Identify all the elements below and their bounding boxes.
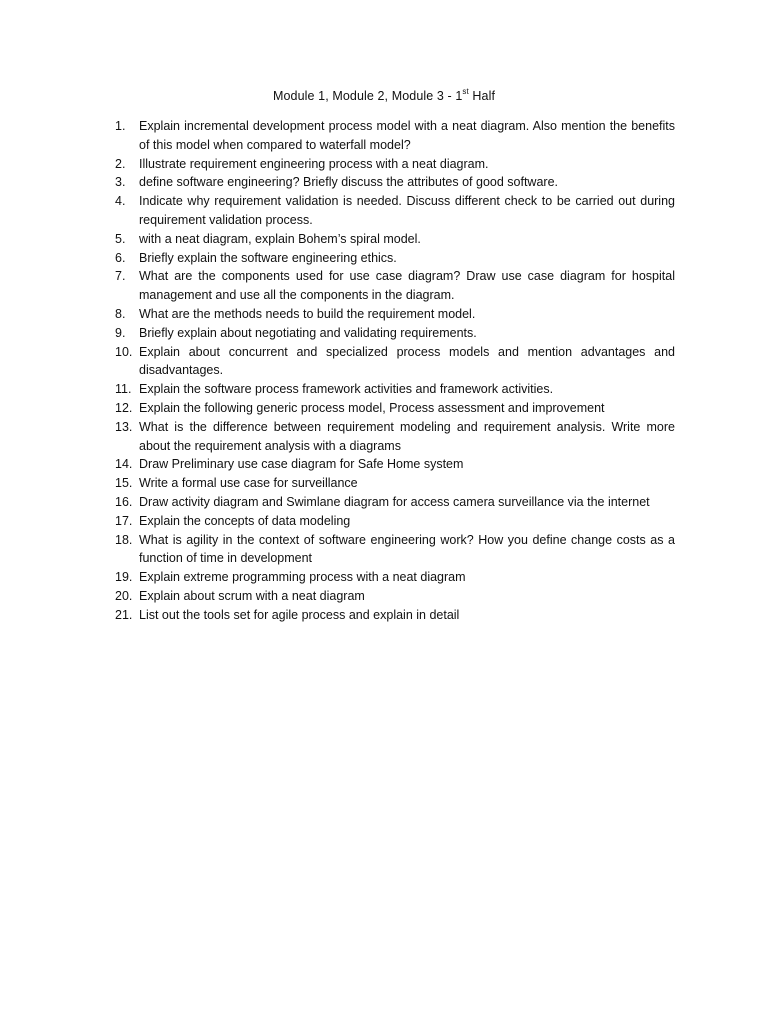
page-title-tail: Half xyxy=(468,89,496,103)
question-text: What is agility in the context of software engineering work? How you define change costs as a function of time in development xyxy=(139,532,675,566)
question-item xyxy=(115,267,675,305)
question-text: Explain about scrum with a neat diagram xyxy=(139,588,365,603)
question-number: 12. xyxy=(115,400,133,415)
question-number: 6. xyxy=(115,250,126,265)
question-number: 16. xyxy=(115,494,133,509)
question-item xyxy=(115,117,675,155)
question-text: What are the methods needs to build the requirement model. xyxy=(139,306,476,321)
question-number: 4. xyxy=(115,194,126,209)
question-number: 13. xyxy=(115,419,133,434)
question-item xyxy=(115,512,675,531)
question-item xyxy=(115,493,675,512)
question-item xyxy=(115,192,675,230)
question-number: 10. xyxy=(115,344,133,359)
question-number: 3. xyxy=(115,175,126,190)
question-number: 15. xyxy=(115,476,133,491)
question-number: 8. xyxy=(115,306,126,321)
question-text: Explain the software process framework activities and framework activities. xyxy=(139,382,554,397)
question-item xyxy=(115,173,675,192)
question-text: Explain incremental development process model with a neat diagram. Also mention the benefits of this model when compared to waterfall model? xyxy=(139,119,675,152)
question-item xyxy=(115,305,675,324)
question-text: Indicate why requirement validation is needed. Discuss different check to be carried out during requirement validation process. xyxy=(139,194,675,227)
question-item xyxy=(115,455,675,474)
question-item xyxy=(115,531,675,569)
question-item xyxy=(115,474,675,493)
page-title-main: Module 1, Module 2, Module 3 - 1 xyxy=(272,89,463,103)
question-text: List out the tools set for agile process and explain in detail xyxy=(139,607,460,622)
question-item xyxy=(115,568,675,587)
question-number: 2. xyxy=(115,156,126,171)
question-item xyxy=(115,249,675,268)
question-number: 5. xyxy=(115,231,126,246)
question-text: Explain about concurrent and specialized process models and mention advantages and disadvantages. xyxy=(139,344,675,378)
question-item xyxy=(115,343,675,381)
question-number: 17. xyxy=(115,513,133,528)
page-title-superscript: st xyxy=(462,86,469,96)
question-item xyxy=(115,380,675,399)
question-text: Explain extreme programming process with a neat diagram xyxy=(139,570,466,585)
question-item xyxy=(115,155,675,174)
question-text: Draw activity diagram and Swimlane diagram for access camera surveillance via the internet xyxy=(139,494,650,509)
question-text: with a neat diagram, explain Bohem’s spiral model. xyxy=(139,231,421,246)
question-item xyxy=(115,418,675,456)
question-list xyxy=(115,117,675,625)
question-text: Briefly explain about negotiating and validating requirements. xyxy=(139,325,477,340)
question-text: define software engineering? Briefly discuss the attributes of good software. xyxy=(139,175,558,190)
question-number: 19. xyxy=(115,570,133,585)
question-text: What are the components used for use case diagram? Draw use case diagram for hospital management and use all the components in the diagram. xyxy=(139,269,675,303)
question-number: 1. xyxy=(115,119,126,133)
question-item xyxy=(115,399,675,418)
question-item xyxy=(115,606,675,625)
question-item xyxy=(115,324,675,343)
question-text: Write a formal use case for surveillance xyxy=(139,476,358,491)
question-number: 9. xyxy=(115,325,126,340)
question-text: Briefly explain the software engineering ethics. xyxy=(139,250,397,265)
question-text: Explain the following generic process model, Process assessment and improvement xyxy=(139,400,605,415)
question-number: 18. xyxy=(115,532,133,547)
question-item xyxy=(115,230,675,249)
question-number: 21. xyxy=(115,607,133,622)
question-text: Illustrate requirement engineering process with a neat diagram. xyxy=(139,156,489,171)
question-number: 11. xyxy=(115,382,132,397)
question-item xyxy=(115,587,675,606)
question-text: Explain the concepts of data modeling xyxy=(139,513,351,528)
page-title xyxy=(0,87,768,105)
question-number: 7. xyxy=(115,269,126,284)
question-text: What is the difference between requirement modeling and requirement analysis. Write more about the requirement analysis with a diagrams xyxy=(139,419,675,453)
question-text: Draw Preliminary use case diagram for Safe Home system xyxy=(139,457,464,472)
question-number: 14. xyxy=(115,457,133,472)
question-number: 20. xyxy=(115,588,133,603)
